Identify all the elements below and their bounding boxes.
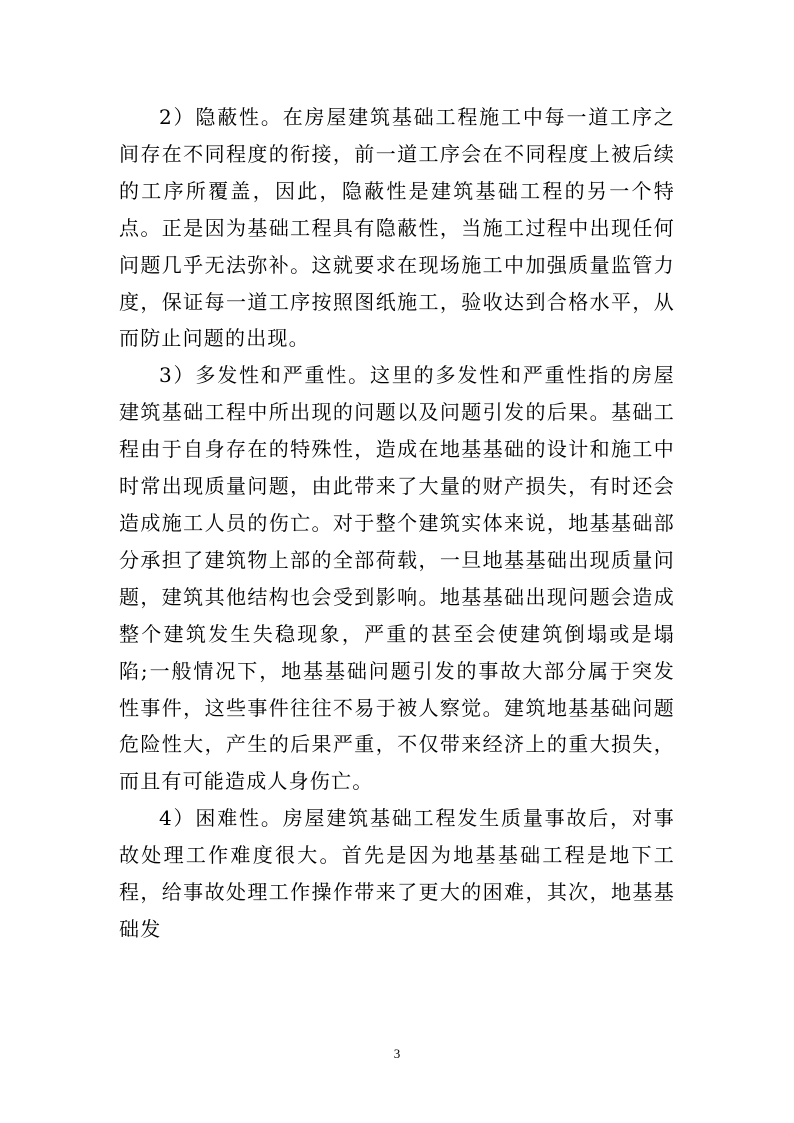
page-number: 3	[393, 1046, 401, 1061]
paragraph-concealment: 2）隐蔽性。在房屋建筑基础工程施工中每一道工序之间存在不同程度的衔接，前一道工序会在不同程度上被后续的工序所覆盖，因此，隐蔽性是建筑基础工程的另一个特点。正是因为基础工程具有隐蔽性，当施工过程中出现任何问题几乎无法弥补。这就要求在现场施工中加强质量监管力度，保证每一道工序按照图纸施工，验收达到合格水平，从而防止问题的出现。	[119, 105, 675, 351]
paragraph-difficulty: 4）困难性。房屋建筑基础工程发生质量事故后，对事故处理工作难度很大。首先是因为地基基础工程是地下工程，给事故处理工作操作带来了更大的困难，其次，地基基础发	[119, 806, 675, 941]
paragraph-frequency-severity: 3）多发性和严重性。这里的多发性和严重性指的房屋建筑基础工程中所出现的问题以及问题引发的后果。基础工程由于自身存在的特殊性，造成在地基基础的设计和施工中时常出现质量问题，由此带来了大量的财产损失，有时还会造成施工人员的伤亡。对于整个建筑实体来说，地基基础部分承担了建筑物上部的全部荷载，一旦地基基础出现质量问题，建筑其他结构也会受到影响。地基基础出现问题会造成整个建筑发生失稳现象，严重的甚至会使建筑倒塌或是塌陷;一般情况下，地基基础问题引发的事故大部分属于突发性事件，这些事件往往不易于被人察觉。建筑地基基础问题危险性大，产生的后果严重，不仅带来经济上的重大损失，而且有可能造成人身伤亡。	[119, 363, 675, 794]
body-text	[119, 99, 675, 948]
